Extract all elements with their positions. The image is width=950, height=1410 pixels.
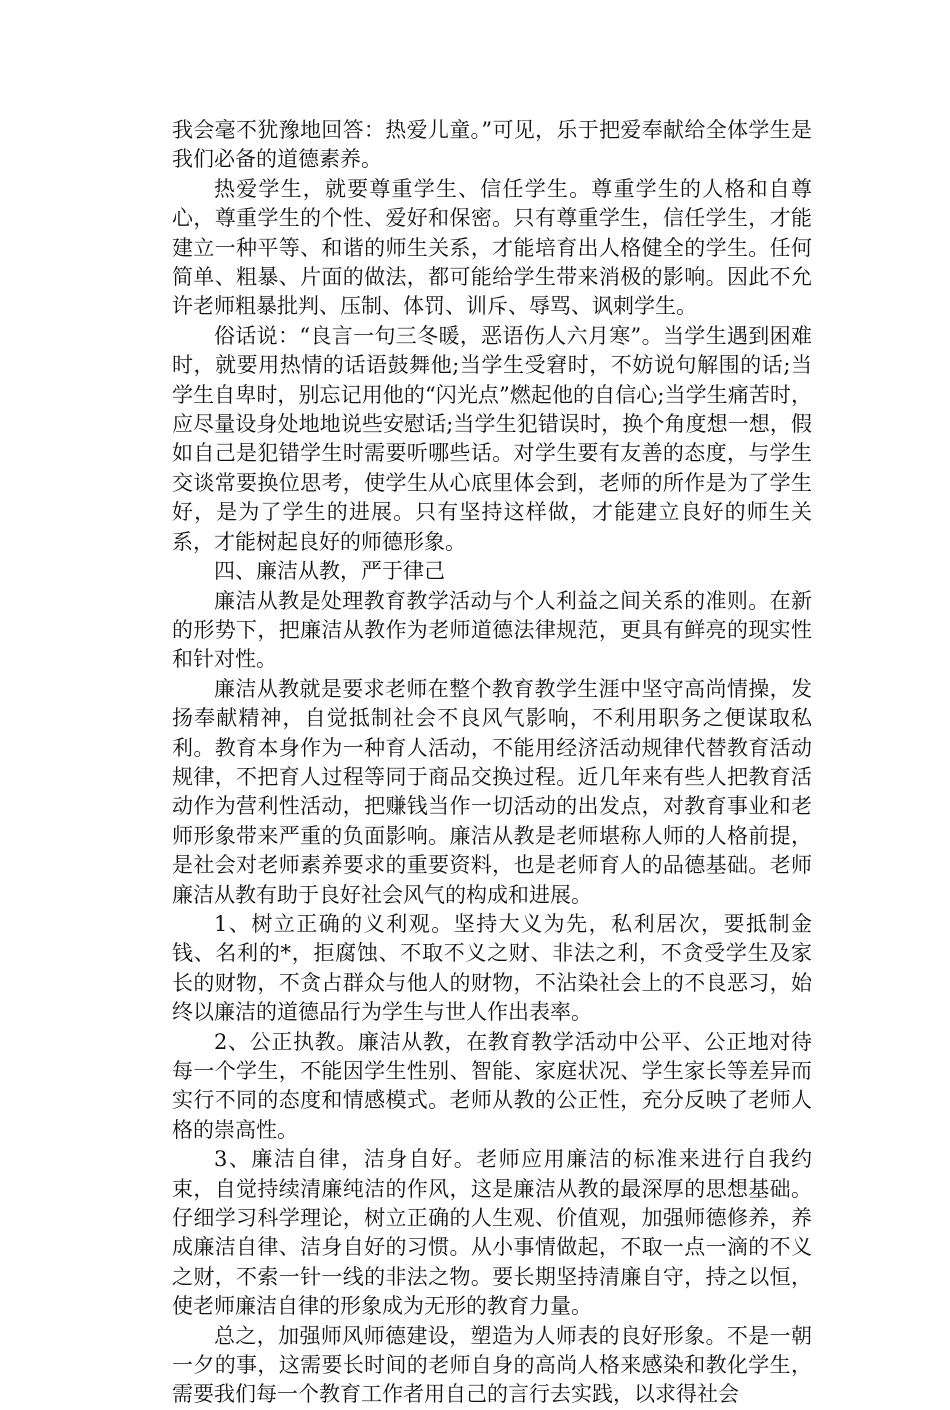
paragraph: 我会毫不犹豫地回答：热爱儿童。”可见，乐于把爱奉献给全体学生是我们必备的道德素养。 [172,118,812,172]
paragraph: 1、树立正确的义利观。坚持大义为先，私利居次，要抵制金钱、名利的*，拒腐蚀、不取不义之财、非法之利，不贪受学生及家长的财物，不贪占群众与他人的财物，不沾染社会上的不良恶习，始终以廉洁的道德品行为学生与世人作出表率。 [172,911,812,1025]
paragraph: 总之，加强师风师德建设，塑造为人师表的良好形象。不是一朝一夕的事，这需要长时间的老师自身的高尚人格来感染和教化学生，需要我们每一个教育工作者用自己的言行去实践，以求得社会 [172,1323,812,1407]
section-heading: 四、廉洁从教，严于律己 [214,559,445,584]
document-page [172,116,812,1410]
paragraph: 廉洁从教是处理教育教学活动与个人利益之间关系的准则。在新的形势下，把廉洁从教作为老师道德法律规范，更具有鲜亮的现实性和针对性。 [172,588,812,672]
paragraph: 俗话说：“良言一句三冬暖，恶语伤人六月寒”。当学生遇到困难时，就要用热情的话语鼓舞他;当学生受窘时，不妨说句解围的话;当学生自卑时，别忘记用他的“闪光点”燃起他的自信心;当学生痛苦时，应尽量设身处地地说些安慰话;当学生犯错误时，换个角度想一想，假如自己是犯错学生时需要听哪些话。对学生要有友善的态度，与学生交谈常要换位思考，使学生从心底里体会到，老师的所作是为了学生好，是为了学生的进展。只有坚持这样做，才能建立良好的师生关系，才能树起良好的师德形象。 [172,323,812,554]
paragraph: 2、公正执教。廉洁从教，在教育教学活动中公平、公正地对待每一个学生，不能因学生性别、智能、家庭状况、学生家长等差异而实行不同的态度和情感模式。老师从教的公正性，充分反映了老师人格的崇高性。 [172,1029,812,1142]
paragraph: 廉洁从教就是要求老师在整个教育教学生涯中坚守高尚情操，发扬奉献精神，自觉抵制社会不良风气影响，不利用职务之便谋取私利。教育本身作为一种育人活动，不能用经济活动规律代替教育活动规律，不把育人过程等同于商品交换过程。近几年来有些人把教育活动作为营利性活动，把赚钱当作一切活动的出发点，对教育事业和老师形象带来严重的负面影响。廉洁从教是老师堪称人师的人格前提，是社会对老师素养要求的重要资料，也是老师育人的品德基础。老师廉洁从教有助于良好社会风气的构成和进展。 [172,676,812,907]
paragraph: 热爱学生，就要尊重学生、信任学生。尊重学生的人格和自尊心，尊重学生的个性、爱好和保密。只有尊重学生，信任学生，才能建立一种平等、和谐的师生关系，才能培育出人格健全的学生。任何简单、粗暴、片面的做法，都可能给学生带来消极的影响。因此不允许老师粗暴批判、压制、体罚、训斥、辱骂、讽刺学生。 [172,176,812,319]
paragraph: 3、廉洁自律，洁身自好。老师应用廉洁的标准来进行自我约束，自觉持续清廉纯洁的作风，这是廉洁从教的最深厚的思想基础。仔细学习科学理论，树立正确的人生观、价值观，加强师德修养，养成廉洁自律、洁身自好的习惯。从小事情做起，不取一点一滴的不义之财，不索一针一线的非法之物。要长期坚持清廉自守，持之以恒，使老师廉洁自律的形象成为无形的教育力量。 [172,1147,812,1319]
